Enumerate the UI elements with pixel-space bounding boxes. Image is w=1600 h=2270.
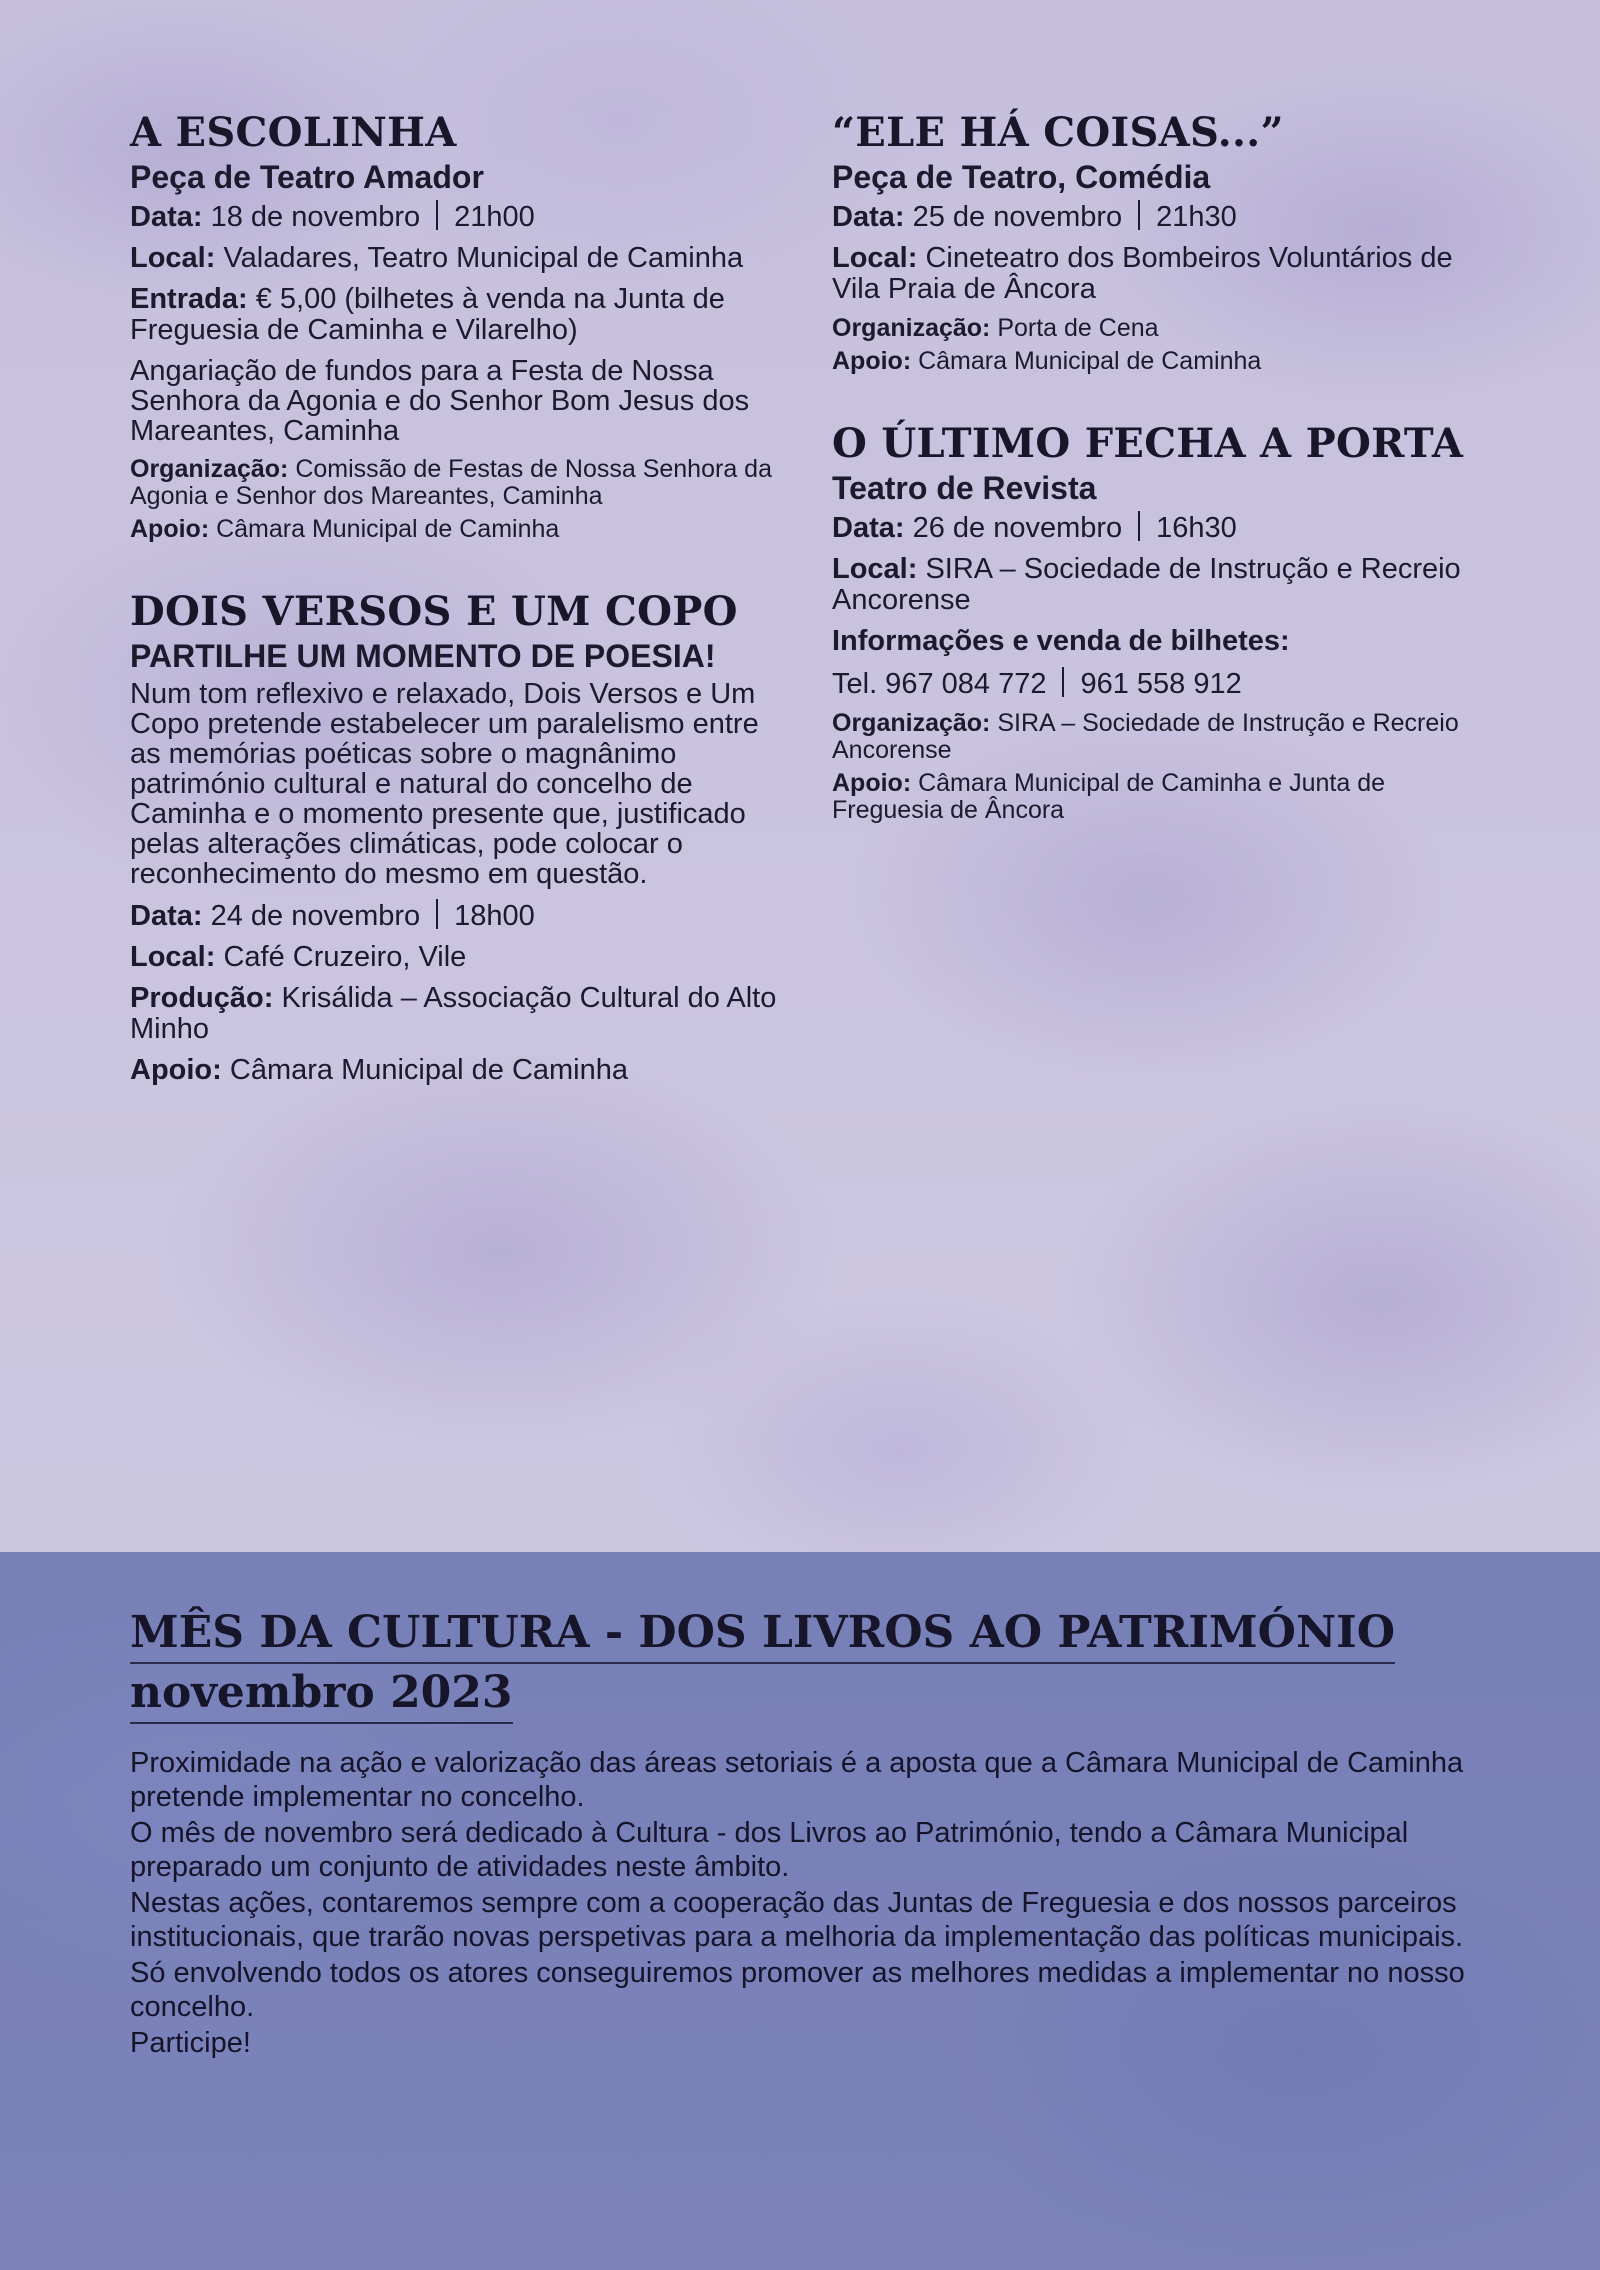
- apoio-value: Câmara Municipal de Caminha: [216, 515, 560, 543]
- producao-label: Produção:: [130, 982, 274, 1014]
- event-local: [130, 942, 780, 973]
- event-subtitle: Peça de Teatro, Comédia: [832, 159, 1211, 195]
- event-description: Angariação de fundos para a Festa de Nossa Senhora da Agonia e do Senhor Bom Jesus dos Mareantes, Caminha: [130, 355, 750, 447]
- right-column: [832, 108, 1482, 868]
- event-title: A ESCOLINHA: [130, 109, 457, 156]
- intro-paragraph: Participe!: [130, 2027, 251, 2059]
- event-a-escolinha: [130, 108, 780, 543]
- event-date: [832, 200, 1482, 233]
- date-value: 24 de novembro: [210, 900, 421, 932]
- apoio-label: Apoio:: [832, 347, 912, 375]
- intro-paragraph: Proximidade na ação e valorização das áreas setoriais é a aposta que a Câmara Municipal de Caminha pretende implementar no concelho.: [130, 1747, 1464, 1813]
- event-title: “ELE HÁ COISAS...”: [832, 109, 1284, 156]
- intro-paragraph: O mês de novembro será dedicado à Cultura - dos Livros ao Património, tendo a Câmara Municipal preparado um conjunto de atividades neste âmbito.: [130, 1817, 1409, 1883]
- intro-section: [0, 1552, 1600, 2270]
- time-value: 21h30: [1156, 201, 1237, 233]
- event-subtitle: PARTILHE UM MOMENTO DE POESIA!: [130, 638, 716, 674]
- time-value: 16h30: [1156, 512, 1237, 544]
- date-label: Data:: [832, 201, 905, 233]
- org-label: Organização:: [130, 455, 289, 483]
- date-label: Data:: [130, 900, 203, 932]
- event-dois-versos: [130, 587, 780, 1086]
- intro-paragraph: Nestas ações, contaremos sempre com a cooperação das Juntas de Freguesia e dos nossos parceiros institucionais, que trarão novas perspetivas para a melhoria da implementação das políticas municipais.: [130, 1887, 1464, 1953]
- event-subtitle: Teatro de Revista: [832, 470, 1097, 506]
- event-ele-ha-coisas: [832, 108, 1482, 375]
- org-value: SIRA – Sociedade de Instrução e Recreio Ancorense: [832, 709, 1459, 764]
- intro-title: MÊS DA CULTURA - DOS LIVROS AO PATRIMÓNIO: [130, 1604, 1395, 1664]
- entrada-value: € 5,00 (bilhetes à venda na Junta de Freguesia de Caminha e Vilarelho): [130, 283, 725, 346]
- apoio-label: Apoio:: [130, 1054, 222, 1086]
- event-date: [130, 200, 780, 233]
- time-value: 18h00: [454, 900, 535, 932]
- event-organizacao: [130, 456, 780, 510]
- apoio-label: Apoio:: [832, 769, 912, 797]
- event-info: [832, 626, 1482, 657]
- local-label: Local:: [832, 242, 918, 274]
- local-value: SIRA – Sociedade de Instrução e Recreio Ancorense: [832, 553, 1461, 616]
- event-local: [130, 243, 780, 274]
- event-phones: [832, 667, 1482, 700]
- divider: [1138, 200, 1140, 230]
- divider: [1138, 511, 1140, 541]
- phone-2: 961 558 912: [1080, 668, 1242, 700]
- date-label: Data:: [130, 201, 203, 233]
- org-value: Comissão de Festas de Nossa Senhora da Agonia e Senhor dos Mareantes, Caminha: [130, 455, 772, 510]
- info-label: Informações e venda de bilhetes:: [832, 625, 1290, 657]
- intro-subtitle: novembro 2023: [130, 1664, 513, 1724]
- time-value: 21h00: [454, 201, 535, 233]
- date-value: 25 de novembro: [912, 201, 1123, 233]
- event-local: [832, 554, 1482, 616]
- event-apoio: [832, 770, 1482, 824]
- apoio-value: Câmara Municipal de Caminha e Junta de Freguesia de Âncora: [832, 769, 1386, 824]
- event-apoio: [832, 348, 1482, 375]
- event-producao: [130, 983, 780, 1045]
- intro-content: [130, 1604, 1490, 2062]
- event-date: [130, 899, 780, 932]
- event-apoio: [130, 516, 780, 543]
- org-label: Organização:: [832, 709, 991, 737]
- local-label: Local:: [130, 941, 216, 973]
- date-value: 18 de novembro: [210, 201, 421, 233]
- org-label: Organização:: [832, 314, 991, 342]
- event-entrada: [130, 284, 780, 346]
- phone-1: Tel. 967 084 772: [832, 668, 1047, 700]
- apoio-value: Câmara Municipal de Caminha: [918, 347, 1262, 375]
- date-label: Data:: [832, 512, 905, 544]
- apoio-value: Câmara Municipal de Caminha: [229, 1054, 629, 1086]
- event-apoio: [130, 1055, 780, 1086]
- divider: [436, 899, 438, 929]
- left-column: [130, 108, 780, 1130]
- event-organizacao: [832, 315, 1482, 342]
- apoio-label: Apoio:: [130, 515, 210, 543]
- event-ultimo-fecha-a-porta: [832, 419, 1482, 824]
- event-subtitle: Peça de Teatro Amador: [130, 159, 484, 195]
- local-value: Cineteatro dos Bombeiros Voluntários de Vila Praia de Âncora: [832, 242, 1453, 305]
- event-date: [832, 511, 1482, 544]
- event-organizacao: [832, 710, 1482, 764]
- local-label: Local:: [130, 242, 216, 274]
- event-local: [832, 243, 1482, 305]
- event-description: Num tom reflexivo e relaxado, Dois Versos e Um Copo pretende estabelecer um paralelismo entre as memórias poéticas sobre o magnânimo património cultural e natural do concelho de Caminha e o momento presente que, justificado pelas alterações climáticas, pode colocar o reconhecimento do mesmo em questão.: [130, 678, 759, 890]
- date-value: 26 de novembro: [912, 512, 1123, 544]
- intro-paragraph: Só envolvendo todos os atores conseguiremos promover as melhores medidas a implementar no nosso concelho.: [130, 1957, 1465, 2023]
- local-value: Valadares, Teatro Municipal de Caminha: [223, 242, 744, 274]
- event-title: O ÚLTIMO FECHA A PORTA: [832, 420, 1464, 467]
- event-title: DOIS VERSOS E UM COPO: [130, 588, 738, 635]
- entrada-label: Entrada:: [130, 283, 248, 315]
- org-value: Porta de Cena: [997, 314, 1159, 342]
- local-value: Café Cruzeiro, Vile: [223, 941, 467, 973]
- local-label: Local:: [832, 553, 918, 585]
- producao-value: Krisálida – Associação Cultural do Alto Minho: [130, 982, 777, 1045]
- divider: [1062, 667, 1064, 697]
- divider: [436, 200, 438, 230]
